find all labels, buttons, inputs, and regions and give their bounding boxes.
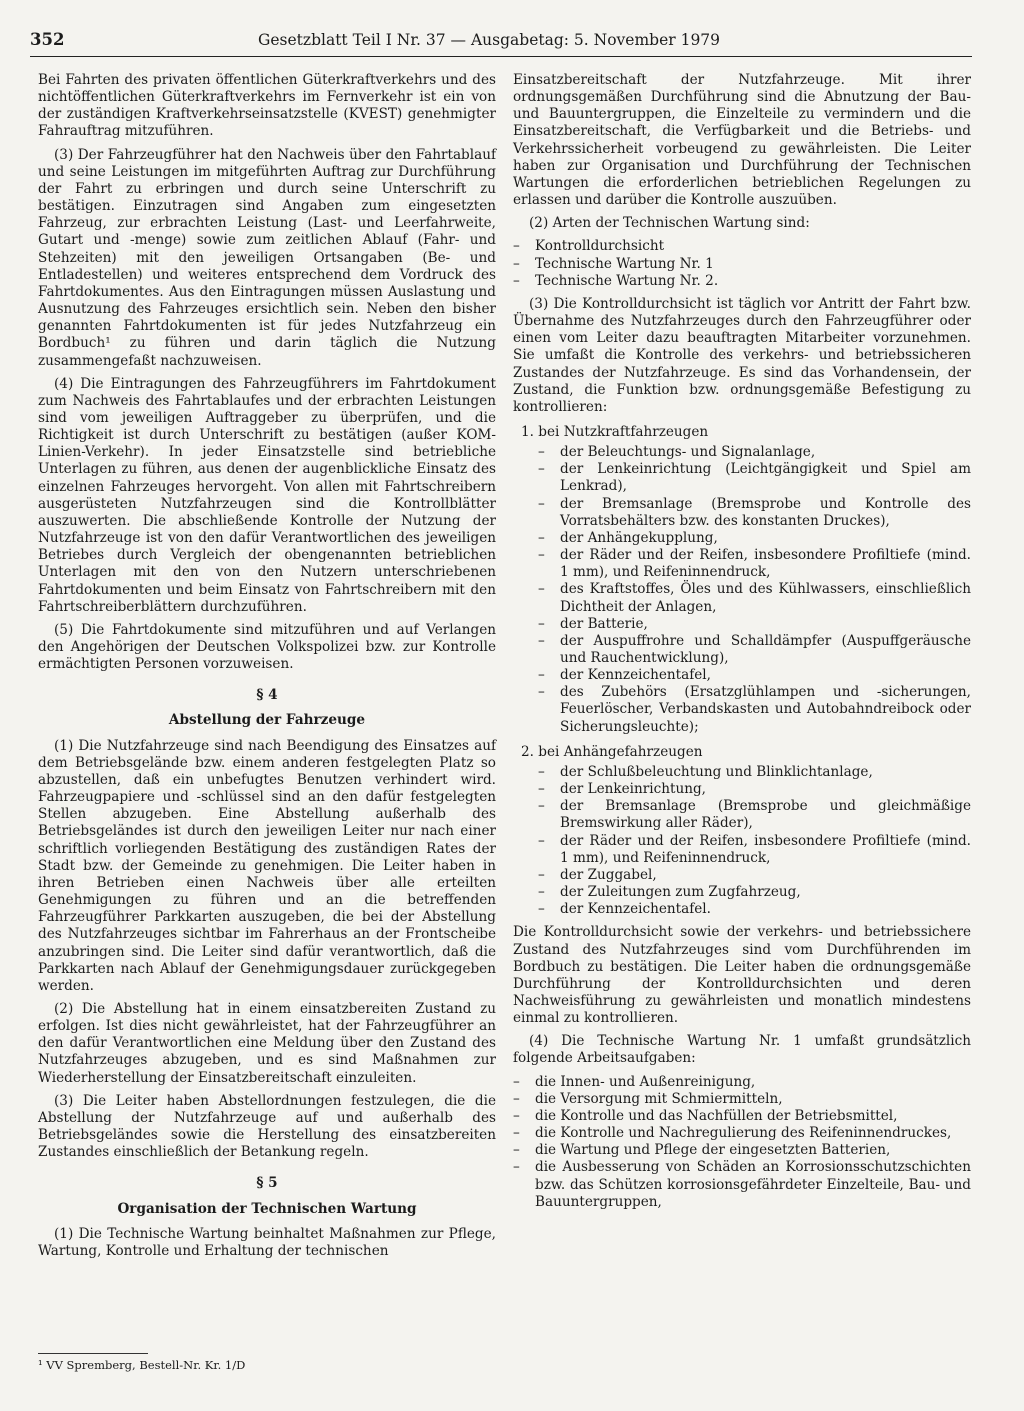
list-item: – der Räder und der Reifen, insbesondere Profiltiefe (mind. 1 mm), und Reifeninnendruck, [513,833,971,867]
paragraph: (3) Die Leiter haben Abstellordnungen festzulegen, die die Abstellung der Nutzfahrzeuge auf und außerhalb des Betriebsgeländes sowie die Herstellung des einsatzbereiten Zustandes einschließlich der Betankung regeln. [38,1092,496,1161]
paragraph: Die Kontrolldurchsicht sowie der verkehrs- und betriebssichere Zustand des Nutzfahrzeuges sind vom Durchführenden im Bordbuch zu bestätigen. Die Leiter haben die ordnungsgemäße Durchführung der Kontrolldurchsichten und deren Nachweisführung zu gewährleisten und monatlich mindestens einmal zu kontrollieren. [513,924,971,1027]
list-item: – der Schlußbeleuchtung und Blinklichtanlage, [513,764,971,781]
section-title: Abstellung der Fahrzeuge [168,712,366,729]
paragraph: Bei Fahrten des privaten öffentlichen Güterkraftverkehrs und des nichtöffentlichen Güterkraftverkehrs im Fernverkehr ist ein von der zuständigen Kraftverkehrseinsatzstelle (KVEST) genehmigter Fahrauftrag mitzuführen. [38,72,496,140]
section-number: § 4 [256,687,278,704]
list-item: – die Versorgung mit Schmiermitteln, [513,1091,971,1108]
list-item: – der Lenkeinrichtung (Leichtgängigkeit und Spiel am Lenkrad), [513,461,971,495]
list-item: – Technische Wartung Nr. 1 [513,256,971,273]
list-item: – der Auspuffrohre und Schalldämpfer (Auspuffgeräusche und Rauchentwicklung), [513,633,971,667]
list-item: – die Innen- und Außenreinigung, [513,1074,971,1091]
page-number: 352 [30,30,65,49]
maintenance-tasks-list [513,1074,971,1211]
list-item: – der Räder und der Reifen, insbesondere Profiltiefe (mind. 1 mm), und Reifeninnendruck, [513,547,971,581]
list-item: – Kontrolldurchsicht [513,238,971,255]
list-item: – der Beleuchtungs- und Signalanlage, [513,444,971,461]
list-item: – der Bremsanlage (Bremsprobe und Kontrolle des Vorratsbehälters bzw. des konstanten Druckes), [513,496,971,530]
paragraph: (2) Arten der Technischen Wartung sind: [529,215,810,232]
list-item: – der Batterie, [513,616,971,633]
section-number: § 5 [256,1175,278,1192]
paragraph: (4) Die Technische Wartung Nr. 1 umfaßt grundsätzlich folgende Arbeitsaufgaben: [513,1033,971,1067]
section-title: Organisation der Technischen Wartung [117,1200,417,1217]
paragraph: (1) Die Nutzfahrzeuge sind nach Beendigung des Einsatzes auf dem Betriebsgelände bzw. einem anderen festgelegten Platz so abzustellen, daß ein unbefugtes Benutzen verhindert wird. Fahrzeugpapiere und -schlüssel sind an den dafür festgelegten Stellen abzugeben. Eine Abstellung außerhalb des Betriebsgeländes ist durch den jeweiligen Leiter nur nach einer schriftlich vorliegenden Bestätigung des zuständigen Rates der Stadt bzw. der Gemeinde zu genehmigen. Die Leiter haben in ihren Betrieben einen Nachweis über alle erteilten Genehmigungen zu führen und an die betreffenden Fahrzeugführer Parkkarten auszugeben, die bei der Abstellung des Nutzfahrzeuges sichtbar im Fahrerhaus an der Frontscheibe anzubringen sind. Die Leiter sind dafür verantwortlich, daß die Parkkarten nach Ablauf der Genehmigungsdauer zurückgegeben werden. [38,737,496,994]
numbered-heading: 1. bei Nutzkraftfahrzeugen [521,423,709,440]
paragraph: (4) Die Eintragungen des Fahrzeugführers im Fahrtdokument zum Nachweis des Fahrtablaufes und der erbrachten Leistungen sind vom jeweiligen Auftraggeber zu überprüfen, und die Richtigkeit ist durch Unterschrift zu bestätigen (außer KOM-Linien-Verkehr). In jeder Einsatzstelle sind betriebliche Unterlagen zu führen, aus denen der augenblickliche Einsatz des einzelnen Fahrzeuges hervorgeht. Von allen mit Fahrtschreibern ausgerüsteten Nutzfahrzeugen sind die Kontrollblätter auszuwerten. Die abschließende Kontrolle der Nutzung der Nutzfahrzeuge ist von den dafür Verantwortlichen des jeweiligen Betriebes durch Vergleich der obengenannten betrieblichen Unterlagen mit den von den Nutzern unterschriebenen Fahrtdokumenten und beim Einsatz von Fahrtschreibern mit den Fahrtschreiberblättern durchzuführen. [38,375,496,615]
footnote: ¹ VV Spremberg, Bestell-Nr. Kr. 1/D [38,1358,246,1372]
list-item: – des Kraftstoffes, Öles und des Kühlwassers, einschließlich Dichtheit der Anlagen, [513,581,971,615]
left-column [38,72,496,1266]
header-title: Gesetzblatt Teil I Nr. 37 — Ausgabetag: 5. November 1979 [258,31,721,49]
paragraph: (5) Die Fahrtdokumente sind mitzuführen und auf Verlangen den Angehörigen der Deutschen Volkspolizei bzw. zur Kontrolle ermächtigten Personen vorzuweisen. [38,621,496,673]
paragraph: (1) Die Technische Wartung beinhaltet Maßnahmen zur Pflege, Wartung, Kontrolle und Erhaltung der technischen [38,1225,496,1259]
list-item: – der Kennzeichentafel. [513,901,971,918]
right-column [513,72,971,1217]
paragraph: (3) Die Kontrolldurchsicht ist täglich vor Antritt der Fahrt bzw. Übernahme des Nutzfahrzeuges durch den Fahrzeugführer oder einen vom Leiter dazu beauftragten Mitarbeiter vorzunehmen. Sie umfaßt die Kontrolle des verkehrs- und betriebssicheren Zustandes der Nutzfahrzeuge. Es sind das Vorhandensein, der Zustand, die Funktion bzw. ordnungsgemäße Befestigung zu kontrollieren: [513,295,971,415]
footnote-divider [38,1353,148,1354]
paragraph: (3) Der Fahrzeugführer hat den Nachweis über den Fahrtablauf und seine Leistungen im mitgeführten Auftrag zur Durchführung der Fahrt zu erbringen und durch seine Unterschrift zu bestätigen. Einzutragen sind Angaben zum eingesetzten Fahrzeug, zur erbrachten Leistung (Last- und Leerfahrweite, Gutart und -menge) sowie zum zeitlichen Ablauf (Fahr- und Stehzeiten) mit den jeweiligen Ortsangaben (Be- und Entladestellen) und weiteres entsprechend dem Vordruck des Fahrtdokumentes. Aus den Eintragungen müssen Auslastung und Ausnutzung des Fahrzeuges ersichtlich sein. Neben den bisher genannten Fahrtdokumenten ist für jedes Nutzfahrzeug ein Bordbuch¹ zu führen und darin täglich die Nutzung zusammengefaßt nachzuweisen. [38,146,496,369]
list-item: – die Kontrolle und Nachregulierung des Reifeninnendruckes, [513,1125,971,1142]
numbered-heading: 2. bei Anhängefahrzeugen [521,743,703,760]
list-item: – die Kontrolle und das Nachfüllen der Betriebsmittel, [513,1108,971,1125]
paragraph: Einsatzbereitschaft der Nutzfahrzeuge. Mit ihrer ordnungsgemäßen Durchführung sind die Abnutzung der Bau- und Bauuntergruppen, die Einzelteile zu vermindern und die Einsatzbereitschaft, die Verfügbarkeit und die Betriebs- und Verkehrssicherheit vorbeugend zu gewährleisten. Die Leiter haben zur Organisation und Durchführung der Technischen Wartungen die erforderlichen betrieblichen Regelungen zu erlassen und darüber die Kontrolle auszuüben. [513,72,971,209]
list-item: – der Lenkeinrichtung, [513,781,971,798]
list-item: – der Zuleitungen zum Zugfahrzeug, [513,884,971,901]
list-item: – des Zubehörs (Ersatzglühlampen und -sicherungen, Feuerlöscher, Verbandskasten und Autobahndreibock oder Sicherungsleuchte); [513,684,971,735]
motor-vehicle-checks-list [513,444,971,736]
list-item: – der Bremsanlage (Bremsprobe und gleichmäßige Bremswirkung aller Räder), [513,798,971,832]
list-item: – Technische Wartung Nr. 2. [513,273,971,290]
list-item: – die Wartung und Pflege der eingesetzten Batterien, [513,1142,971,1159]
trailer-checks-list [513,764,971,918]
paragraph: (2) Die Abstellung hat in einem einsatzbereiten Zustand zu erfolgen. Ist dies nicht gewährleistet, hat der Fahrzeugführer an den dafür Verantwortlichen eine Meldung über den Zustand des Nutzfahrzeuges abzugeben, und es sind Maßnahmen zur Wiederherstellung der Einsatzbereitschaft einzuleiten. [38,1000,496,1086]
page-header [30,28,972,57]
list-item: – der Kennzeichentafel, [513,667,971,684]
list-item: – der Anhängekupplung, [513,530,971,547]
list-item: – die Ausbesserung von Schäden an Korrosionsschutzschichten bzw. das Schützen korrosionsgefährdeter Einzelteile, Bau- und Bauuntergruppen, [513,1159,971,1210]
list-item: – der Zuggabel, [513,867,971,884]
maintenance-types-list [513,238,971,289]
